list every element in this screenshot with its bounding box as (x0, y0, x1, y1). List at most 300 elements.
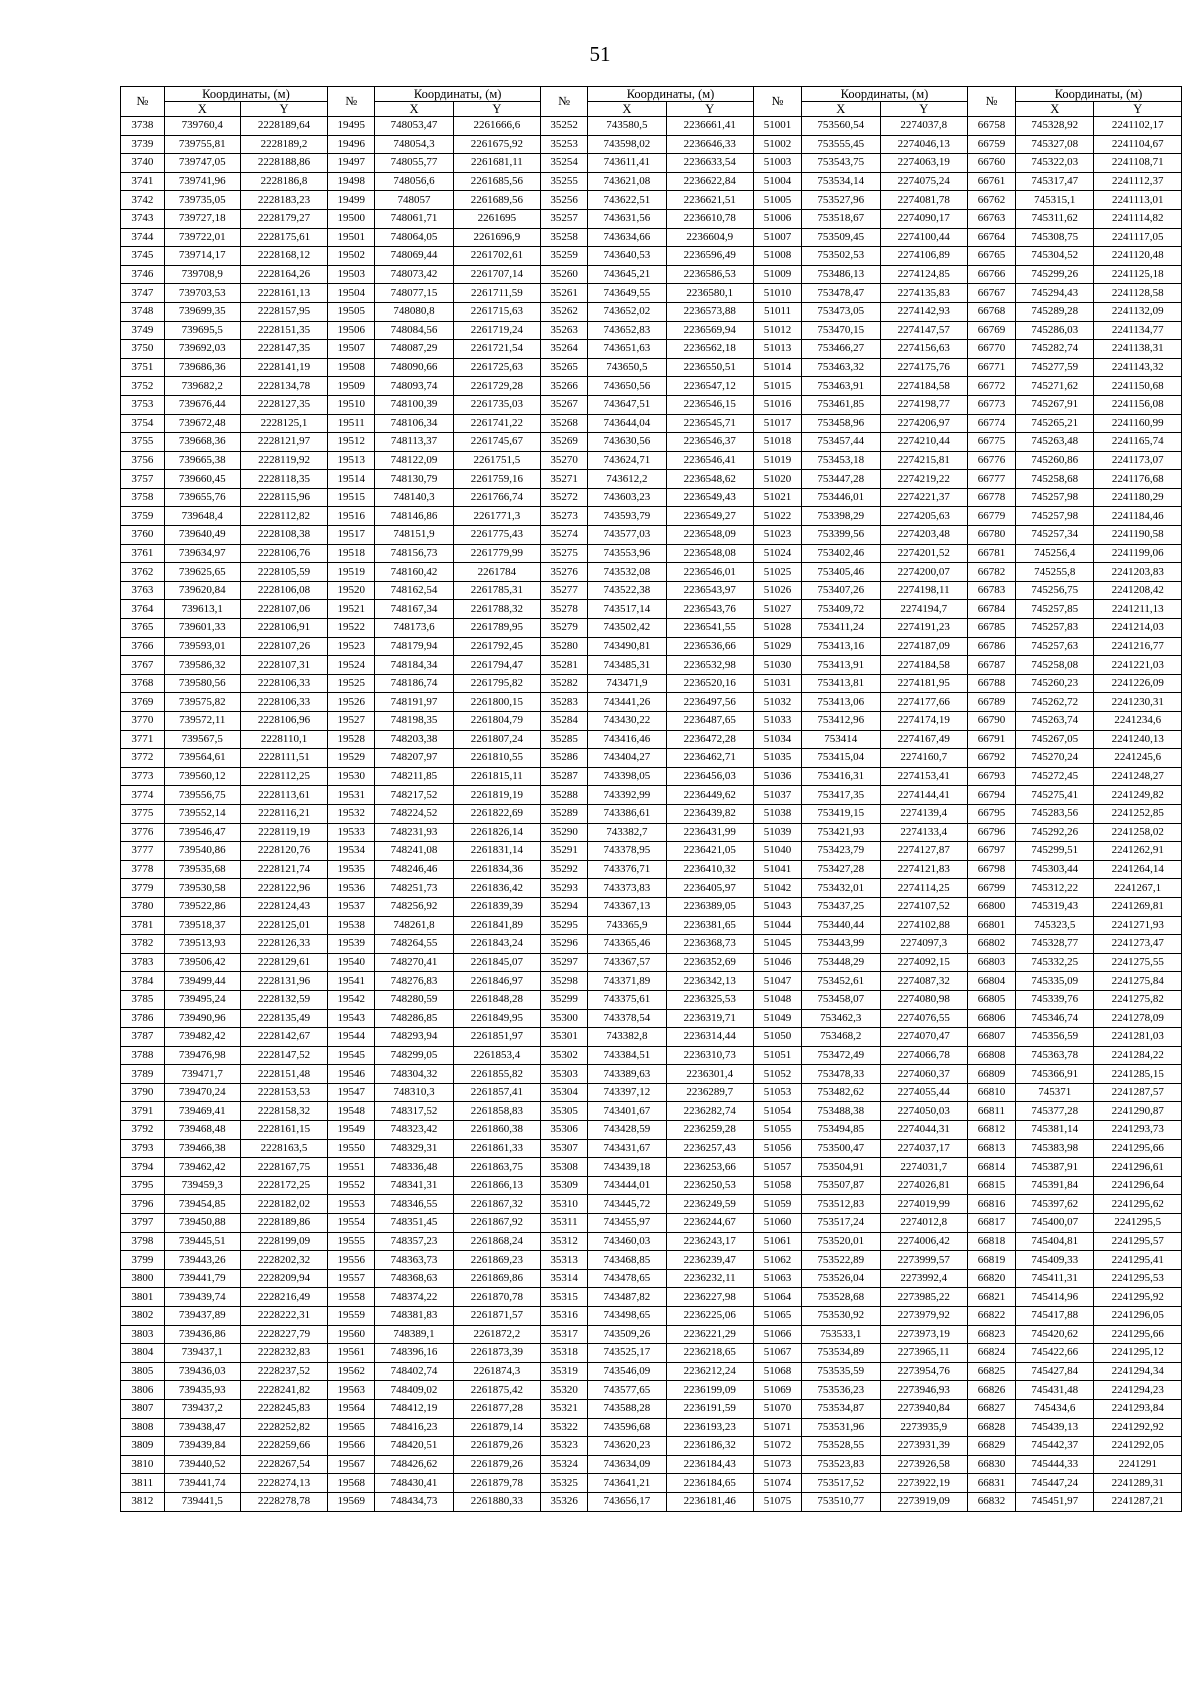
y-coordinate-cell: 2228106,08 (240, 581, 327, 600)
point-number-cell: 66772 (967, 377, 1015, 396)
point-number-cell: 51065 (753, 1307, 801, 1326)
x-coordinate-cell: 753534,89 (802, 1344, 880, 1363)
y-coordinate-cell: 2236449,62 (666, 786, 753, 805)
x-coordinate-cell: 739686,36 (164, 358, 240, 377)
y-coordinate-cell: 2241293,84 (1094, 1399, 1182, 1418)
y-coordinate-cell: 2261779,99 (453, 544, 540, 563)
y-coordinate-cell: 2228110,1 (240, 730, 327, 749)
x-coordinate-cell: 743631,56 (588, 209, 666, 228)
x-coordinate-cell: 739575,82 (164, 693, 240, 712)
y-coordinate-cell: 2228120,76 (240, 842, 327, 861)
header-coordinates: Координаты, (м) (164, 87, 328, 102)
x-coordinate-cell: 753440,44 (802, 916, 880, 935)
x-coordinate-cell: 739437,89 (164, 1307, 240, 1326)
y-coordinate-cell: 2228175,61 (240, 228, 327, 247)
y-coordinate-cell: 2241120,48 (1094, 247, 1182, 266)
point-number-cell: 66783 (967, 581, 1015, 600)
y-coordinate-cell: 2228202,32 (240, 1251, 327, 1270)
point-number-cell: 19532 (328, 804, 375, 823)
header-x: X (802, 102, 880, 117)
point-number-cell: 51039 (753, 823, 801, 842)
y-coordinate-cell: 2236325,53 (666, 990, 753, 1009)
header-x: X (588, 102, 666, 117)
point-number-cell: 3800 (121, 1269, 165, 1288)
x-coordinate-cell: 739682,2 (164, 377, 240, 396)
x-coordinate-cell: 739468,48 (164, 1121, 240, 1140)
y-coordinate-cell: 2274144,41 (880, 786, 967, 805)
point-number-cell: 19537 (328, 897, 375, 916)
y-coordinate-cell: 2274102,88 (880, 916, 967, 935)
point-number-cell: 3759 (121, 507, 165, 526)
x-coordinate-cell: 745255,8 (1016, 563, 1094, 582)
y-coordinate-cell: 2228189,2 (240, 135, 327, 154)
y-coordinate-cell: 2241199,06 (1094, 544, 1182, 563)
x-coordinate-cell: 753517,52 (802, 1474, 880, 1493)
point-number-cell: 35303 (541, 1065, 588, 1084)
x-coordinate-cell: 739692,03 (164, 340, 240, 359)
x-coordinate-cell: 748402,74 (375, 1362, 453, 1381)
point-number-cell: 51029 (753, 637, 801, 656)
point-number-cell: 51037 (753, 786, 801, 805)
x-coordinate-cell: 748100,39 (375, 395, 453, 414)
point-number-cell: 66809 (967, 1065, 1015, 1084)
y-coordinate-cell: 2241173,07 (1094, 451, 1182, 470)
point-number-cell: 51067 (753, 1344, 801, 1363)
point-number-cell: 66774 (967, 414, 1015, 433)
x-coordinate-cell: 748090,66 (375, 358, 453, 377)
y-coordinate-cell: 2236289,7 (666, 1083, 753, 1102)
x-coordinate-cell: 753468,2 (802, 1028, 880, 1047)
x-coordinate-cell: 748374,22 (375, 1288, 453, 1307)
x-coordinate-cell: 743389,63 (588, 1065, 666, 1084)
x-coordinate-cell: 748061,71 (375, 209, 453, 228)
x-coordinate-cell: 753409,72 (802, 600, 880, 619)
x-coordinate-cell: 743647,51 (588, 395, 666, 414)
x-coordinate-cell: 753528,55 (802, 1437, 880, 1456)
y-coordinate-cell: 2236546,41 (666, 451, 753, 470)
point-number-cell: 19550 (328, 1139, 375, 1158)
y-coordinate-cell: 2236227,98 (666, 1288, 753, 1307)
point-number-cell: 35262 (541, 302, 588, 321)
x-coordinate-cell: 748304,32 (375, 1065, 453, 1084)
y-coordinate-cell: 2261810,55 (453, 749, 540, 768)
x-coordinate-cell: 739540,86 (164, 842, 240, 861)
point-number-cell: 3776 (121, 823, 165, 842)
x-coordinate-cell: 743375,61 (588, 990, 666, 1009)
x-coordinate-cell: 739714,17 (164, 247, 240, 266)
y-coordinate-cell: 2274114,25 (880, 879, 967, 898)
point-number-cell: 3756 (121, 451, 165, 470)
table-row (121, 451, 1182, 470)
y-coordinate-cell: 2241211,13 (1094, 600, 1182, 619)
point-number-cell: 35314 (541, 1269, 588, 1288)
x-coordinate-cell: 753482,62 (802, 1083, 880, 1102)
table-row (121, 581, 1182, 600)
y-coordinate-cell: 2274055,44 (880, 1083, 967, 1102)
point-number-cell: 3783 (121, 953, 165, 972)
x-coordinate-cell: 753423,79 (802, 842, 880, 861)
y-coordinate-cell: 2261711,59 (453, 284, 540, 303)
x-coordinate-cell: 743612,2 (588, 470, 666, 489)
y-coordinate-cell: 2228106,33 (240, 693, 327, 712)
x-coordinate-cell: 743598,02 (588, 135, 666, 154)
y-coordinate-cell: 2273979,92 (880, 1307, 967, 1326)
y-coordinate-cell: 2236549,43 (666, 488, 753, 507)
x-coordinate-cell: 739601,33 (164, 619, 240, 638)
table-row (121, 507, 1182, 526)
point-number-cell: 66821 (967, 1288, 1015, 1307)
table-row (121, 1065, 1182, 1084)
x-coordinate-cell: 748276,83 (375, 972, 453, 991)
y-coordinate-cell: 2228122,96 (240, 879, 327, 898)
y-coordinate-cell: 2236352,69 (666, 953, 753, 972)
y-coordinate-cell: 2261870,78 (453, 1288, 540, 1307)
y-coordinate-cell: 2261719,24 (453, 321, 540, 340)
x-coordinate-cell: 743398,05 (588, 767, 666, 786)
header-number: № (967, 87, 1015, 117)
point-number-cell: 66781 (967, 544, 1015, 563)
point-number-cell: 51043 (753, 897, 801, 916)
y-coordinate-cell: 2228259,66 (240, 1437, 327, 1456)
y-coordinate-cell: 2241294,34 (1094, 1362, 1182, 1381)
x-coordinate-cell: 745366,91 (1016, 1065, 1094, 1084)
y-coordinate-cell: 2228216,49 (240, 1288, 327, 1307)
y-coordinate-cell: 2273935,9 (880, 1418, 967, 1437)
y-coordinate-cell: 2228112,25 (240, 767, 327, 786)
point-number-cell: 35278 (541, 600, 588, 619)
table-row (121, 247, 1182, 266)
y-coordinate-cell: 2236181,46 (666, 1492, 753, 1511)
y-coordinate-cell: 2228112,82 (240, 507, 327, 526)
x-coordinate-cell: 743378,95 (588, 842, 666, 861)
y-coordinate-cell: 2241252,85 (1094, 804, 1182, 823)
y-coordinate-cell: 2228142,67 (240, 1028, 327, 1047)
point-number-cell: 35260 (541, 265, 588, 284)
table-row (121, 1009, 1182, 1028)
x-coordinate-cell: 748409,02 (375, 1381, 453, 1400)
x-coordinate-cell: 753412,96 (802, 712, 880, 731)
y-coordinate-cell: 2261831,14 (453, 842, 540, 861)
table-row (121, 1139, 1182, 1158)
x-coordinate-cell: 743490,81 (588, 637, 666, 656)
point-number-cell: 51063 (753, 1269, 801, 1288)
table-row (121, 972, 1182, 991)
x-coordinate-cell: 739441,5 (164, 1492, 240, 1511)
y-coordinate-cell: 2261795,82 (453, 674, 540, 693)
x-coordinate-cell: 748231,93 (375, 823, 453, 842)
table-row (121, 935, 1182, 954)
y-coordinate-cell: 2241287,21 (1094, 1492, 1182, 1511)
header-number: № (121, 87, 165, 117)
x-coordinate-cell: 753457,44 (802, 433, 880, 452)
y-coordinate-cell: 2261804,79 (453, 712, 540, 731)
point-number-cell: 66796 (967, 823, 1015, 842)
point-number-cell: 51053 (753, 1083, 801, 1102)
x-coordinate-cell: 745258,68 (1016, 470, 1094, 489)
point-number-cell: 51034 (753, 730, 801, 749)
point-number-cell: 3770 (121, 712, 165, 731)
point-number-cell: 3805 (121, 1362, 165, 1381)
y-coordinate-cell: 2228125,1 (240, 414, 327, 433)
y-coordinate-cell: 2241295,41 (1094, 1251, 1182, 1270)
x-coordinate-cell: 743384,51 (588, 1046, 666, 1065)
point-number-cell: 19531 (328, 786, 375, 805)
x-coordinate-cell: 753405,46 (802, 563, 880, 582)
table-row (121, 340, 1182, 359)
point-number-cell: 51019 (753, 451, 801, 470)
y-coordinate-cell: 2228111,51 (240, 749, 327, 768)
x-coordinate-cell: 748054,3 (375, 135, 453, 154)
x-coordinate-cell: 739722,01 (164, 228, 240, 247)
y-coordinate-cell: 2241290,87 (1094, 1102, 1182, 1121)
x-coordinate-cell: 748363,73 (375, 1251, 453, 1270)
point-number-cell: 35292 (541, 860, 588, 879)
x-coordinate-cell: 745431,48 (1016, 1381, 1094, 1400)
y-coordinate-cell: 2236381,65 (666, 916, 753, 935)
x-coordinate-cell: 753399,56 (802, 526, 880, 545)
point-number-cell: 35308 (541, 1158, 588, 1177)
x-coordinate-cell: 748113,37 (375, 433, 453, 452)
point-number-cell: 3797 (121, 1214, 165, 1233)
y-coordinate-cell: 2241269,81 (1094, 897, 1182, 916)
point-number-cell: 19559 (328, 1307, 375, 1326)
y-coordinate-cell: 2274100,44 (880, 228, 967, 247)
x-coordinate-cell: 745414,96 (1016, 1288, 1094, 1307)
table-row (121, 879, 1182, 898)
x-coordinate-cell: 748368,63 (375, 1269, 453, 1288)
y-coordinate-cell: 2261863,75 (453, 1158, 540, 1177)
x-coordinate-cell: 739471,7 (164, 1065, 240, 1084)
y-coordinate-cell: 2274219,22 (880, 470, 967, 489)
y-coordinate-cell: 2241275,84 (1094, 972, 1182, 991)
x-coordinate-cell: 753417,35 (802, 786, 880, 805)
y-coordinate-cell: 2228199,09 (240, 1232, 327, 1251)
y-coordinate-cell: 2274206,97 (880, 414, 967, 433)
y-coordinate-cell: 2274124,85 (880, 265, 967, 284)
y-coordinate-cell: 2236536,66 (666, 637, 753, 656)
x-coordinate-cell: 739530,58 (164, 879, 240, 898)
y-coordinate-cell: 2236431,99 (666, 823, 753, 842)
y-coordinate-cell: 2228182,02 (240, 1195, 327, 1214)
x-coordinate-cell: 748184,34 (375, 656, 453, 675)
point-number-cell: 66830 (967, 1455, 1015, 1474)
point-number-cell: 51015 (753, 377, 801, 396)
x-coordinate-cell: 743397,12 (588, 1083, 666, 1102)
y-coordinate-cell: 2241295,62 (1094, 1195, 1182, 1214)
x-coordinate-cell: 753509,45 (802, 228, 880, 247)
point-number-cell: 19549 (328, 1121, 375, 1140)
point-number-cell: 51071 (753, 1418, 801, 1437)
y-coordinate-cell: 2273954,76 (880, 1362, 967, 1381)
point-number-cell: 66771 (967, 358, 1015, 377)
header-y: Y (1094, 102, 1182, 117)
y-coordinate-cell: 2261689,56 (453, 191, 540, 210)
y-coordinate-cell: 2236661,41 (666, 117, 753, 136)
point-number-cell: 35318 (541, 1344, 588, 1363)
point-number-cell: 66785 (967, 619, 1015, 638)
x-coordinate-cell: 748211,85 (375, 767, 453, 786)
point-number-cell: 35306 (541, 1121, 588, 1140)
point-number-cell: 3760 (121, 526, 165, 545)
point-number-cell: 3798 (121, 1232, 165, 1251)
x-coordinate-cell: 753510,77 (802, 1492, 880, 1511)
y-coordinate-cell: 2261819,19 (453, 786, 540, 805)
x-coordinate-cell: 753522,89 (802, 1251, 880, 1270)
y-coordinate-cell: 2228274,13 (240, 1474, 327, 1493)
point-number-cell: 3782 (121, 935, 165, 954)
y-coordinate-cell: 2241104,67 (1094, 135, 1182, 154)
point-number-cell: 3755 (121, 433, 165, 452)
point-number-cell: 51050 (753, 1028, 801, 1047)
x-coordinate-cell: 743644,04 (588, 414, 666, 433)
point-number-cell: 66826 (967, 1381, 1015, 1400)
x-coordinate-cell: 739499,44 (164, 972, 240, 991)
x-coordinate-cell: 745263,74 (1016, 712, 1094, 731)
x-coordinate-cell: 753543,75 (802, 154, 880, 173)
point-number-cell: 35290 (541, 823, 588, 842)
point-number-cell: 51002 (753, 135, 801, 154)
y-coordinate-cell: 2236421,05 (666, 842, 753, 861)
x-coordinate-cell: 739470,24 (164, 1083, 240, 1102)
y-coordinate-cell: 2236621,51 (666, 191, 753, 210)
y-coordinate-cell: 2273940,84 (880, 1399, 967, 1418)
y-coordinate-cell: 2241295,57 (1094, 1232, 1182, 1251)
x-coordinate-cell: 753448,29 (802, 953, 880, 972)
x-coordinate-cell: 748270,41 (375, 953, 453, 972)
x-coordinate-cell: 745315,1 (1016, 191, 1094, 210)
y-coordinate-cell: 2273965,11 (880, 1344, 967, 1363)
x-coordinate-cell: 748416,23 (375, 1418, 453, 1437)
x-coordinate-cell: 748146,86 (375, 507, 453, 526)
table-header (121, 87, 1182, 117)
y-coordinate-cell: 2261867,32 (453, 1195, 540, 1214)
x-coordinate-cell: 743634,09 (588, 1455, 666, 1474)
x-coordinate-cell: 743517,14 (588, 600, 666, 619)
point-number-cell: 35279 (541, 619, 588, 638)
point-number-cell: 3779 (121, 879, 165, 898)
x-coordinate-cell: 748084,56 (375, 321, 453, 340)
y-coordinate-cell: 2261766,74 (453, 488, 540, 507)
x-coordinate-cell: 748191,97 (375, 693, 453, 712)
y-coordinate-cell: 2228189,86 (240, 1214, 327, 1233)
y-coordinate-cell: 2274090,17 (880, 209, 967, 228)
x-coordinate-cell: 745387,91 (1016, 1158, 1094, 1177)
y-coordinate-cell: 2228118,35 (240, 470, 327, 489)
x-coordinate-cell: 745409,33 (1016, 1251, 1094, 1270)
y-coordinate-cell: 2236545,71 (666, 414, 753, 433)
header-coordinates: Координаты, (м) (375, 87, 541, 102)
point-number-cell: 35276 (541, 563, 588, 582)
table-row (121, 117, 1182, 136)
y-coordinate-cell: 2241143,32 (1094, 358, 1182, 377)
x-coordinate-cell: 745312,22 (1016, 879, 1094, 898)
point-number-cell: 66803 (967, 953, 1015, 972)
table-row (121, 1232, 1182, 1251)
point-number-cell: 66818 (967, 1232, 1015, 1251)
x-coordinate-cell: 743445,72 (588, 1195, 666, 1214)
x-coordinate-cell: 739441,74 (164, 1474, 240, 1493)
x-coordinate-cell: 745257,98 (1016, 488, 1094, 507)
y-coordinate-cell: 2228161,13 (240, 284, 327, 303)
point-number-cell: 19499 (328, 191, 375, 210)
point-number-cell: 35298 (541, 972, 588, 991)
x-coordinate-cell: 739613,1 (164, 600, 240, 619)
y-coordinate-cell: 2273999,57 (880, 1251, 967, 1270)
y-coordinate-cell: 2236497,56 (666, 693, 753, 712)
x-coordinate-cell: 739462,42 (164, 1158, 240, 1177)
x-coordinate-cell: 745451,97 (1016, 1492, 1094, 1511)
point-number-cell: 3790 (121, 1083, 165, 1102)
point-number-cell: 19548 (328, 1102, 375, 1121)
point-number-cell: 51061 (753, 1232, 801, 1251)
point-number-cell: 19503 (328, 265, 375, 284)
point-number-cell: 19539 (328, 935, 375, 954)
y-coordinate-cell: 2228151,35 (240, 321, 327, 340)
y-coordinate-cell: 2236456,03 (666, 767, 753, 786)
x-coordinate-cell: 743431,67 (588, 1139, 666, 1158)
point-number-cell: 35274 (541, 526, 588, 545)
x-coordinate-cell: 753446,01 (802, 488, 880, 507)
point-number-cell: 3792 (121, 1121, 165, 1140)
x-coordinate-cell: 753478,33 (802, 1065, 880, 1084)
y-coordinate-cell: 2274066,78 (880, 1046, 967, 1065)
point-number-cell: 66780 (967, 526, 1015, 545)
x-coordinate-cell: 753463,91 (802, 377, 880, 396)
x-coordinate-cell: 753507,87 (802, 1176, 880, 1195)
point-number-cell: 51057 (753, 1158, 801, 1177)
header-y: Y (453, 102, 540, 117)
x-coordinate-cell: 739495,24 (164, 990, 240, 1009)
y-coordinate-cell: 2274012,8 (880, 1214, 967, 1233)
table-row (121, 916, 1182, 935)
x-coordinate-cell: 739459,3 (164, 1176, 240, 1195)
point-number-cell: 35267 (541, 395, 588, 414)
y-coordinate-cell: 2236646,33 (666, 135, 753, 154)
point-number-cell: 19552 (328, 1176, 375, 1195)
x-coordinate-cell: 745383,98 (1016, 1139, 1094, 1158)
x-coordinate-cell: 753463,32 (802, 358, 880, 377)
point-number-cell: 51072 (753, 1437, 801, 1456)
y-coordinate-cell: 2241113,01 (1094, 191, 1182, 210)
x-coordinate-cell: 753466,27 (802, 340, 880, 359)
y-coordinate-cell: 2261784 (453, 563, 540, 582)
x-coordinate-cell: 753518,67 (802, 209, 880, 228)
y-coordinate-cell: 2241289,31 (1094, 1474, 1182, 1493)
y-coordinate-cell: 2241273,47 (1094, 935, 1182, 954)
point-number-cell: 66791 (967, 730, 1015, 749)
x-coordinate-cell: 743645,21 (588, 265, 666, 284)
point-number-cell: 51001 (753, 117, 801, 136)
x-coordinate-cell: 753419,15 (802, 804, 880, 823)
x-coordinate-cell: 753478,47 (802, 284, 880, 303)
point-number-cell: 3773 (121, 767, 165, 786)
y-coordinate-cell: 2236610,78 (666, 209, 753, 228)
table-row (121, 1028, 1182, 1047)
y-coordinate-cell: 2261751,5 (453, 451, 540, 470)
y-coordinate-cell: 2261853,4 (453, 1046, 540, 1065)
y-coordinate-cell: 2228179,27 (240, 209, 327, 228)
x-coordinate-cell: 748080,8 (375, 302, 453, 321)
y-coordinate-cell: 2228147,35 (240, 340, 327, 359)
point-number-cell: 35282 (541, 674, 588, 693)
point-number-cell: 19541 (328, 972, 375, 991)
point-number-cell: 66770 (967, 340, 1015, 359)
point-number-cell: 35300 (541, 1009, 588, 1028)
x-coordinate-cell: 753500,47 (802, 1139, 880, 1158)
y-coordinate-cell: 2236191,59 (666, 1399, 753, 1418)
y-coordinate-cell: 2274019,99 (880, 1195, 967, 1214)
y-coordinate-cell: 2241156,08 (1094, 395, 1182, 414)
